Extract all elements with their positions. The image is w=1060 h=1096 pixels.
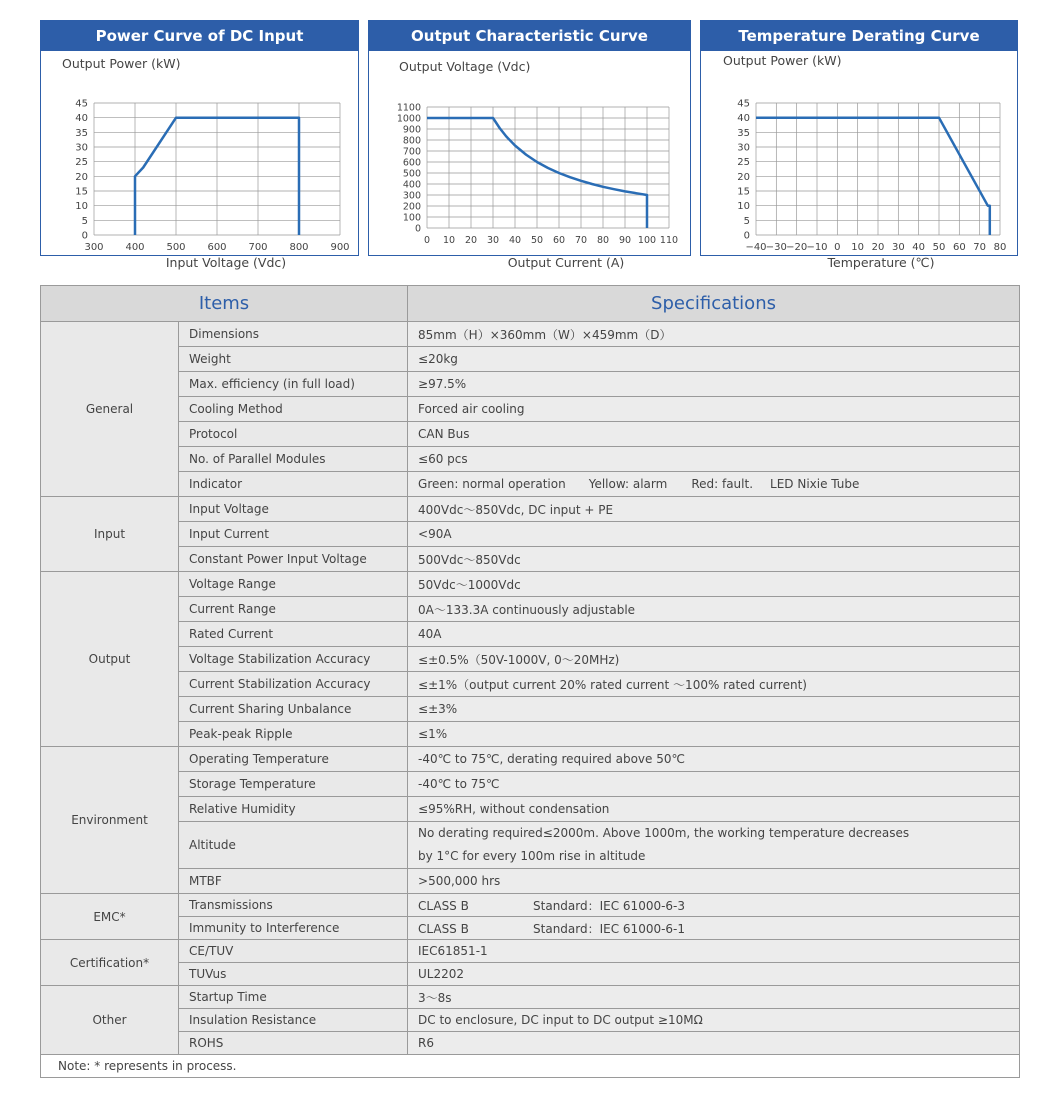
x-tick-label-0: −40	[745, 242, 767, 253]
spec-value: -40℃ to 75℃	[408, 772, 1020, 797]
item-label: Relative Humidity	[179, 797, 408, 822]
table-row	[41, 963, 1020, 986]
item-label: Storage Temperature	[179, 772, 408, 797]
group-input: Input	[41, 497, 179, 572]
x-tick-label-3: −10	[806, 242, 828, 253]
y-tick-label-0: 0	[414, 223, 421, 235]
table-row	[41, 372, 1020, 397]
item-label: Insulation Resistance	[179, 1009, 408, 1032]
table-row	[41, 822, 1020, 869]
table-row	[41, 722, 1020, 747]
x-tick-label-8: 40	[912, 242, 926, 253]
y-tick-label-4: 20	[737, 171, 750, 183]
item-label: Current Stabilization Accuracy	[179, 672, 408, 697]
y-tick-label-2: 200	[402, 201, 421, 213]
x-tick-label-6: 900	[330, 242, 350, 253]
x-tick-label-4: 40	[508, 235, 522, 246]
spec-value: 0A～133.3A continuously adjustable	[408, 597, 1020, 622]
y-tick-label-9: 900	[402, 124, 421, 136]
y-tick-label-4: 400	[402, 179, 421, 191]
x-tick-label-7: 70	[574, 235, 588, 246]
item-label: TUVus	[179, 963, 408, 986]
table-row	[41, 572, 1020, 597]
spec-value: ≤95%RH, without condensation	[408, 797, 1020, 822]
table-row	[41, 422, 1020, 447]
output-curve-title: Output Characteristic Curve	[369, 21, 690, 51]
item-label: Weight	[179, 347, 408, 372]
y-tick-label-3: 300	[402, 190, 421, 202]
item-label: Immunity to Interference	[179, 917, 408, 940]
x-tick-label-5: 10	[851, 242, 865, 253]
y-tick-label-9: 45	[75, 98, 88, 110]
group-general: General	[41, 322, 179, 497]
y-tick-label-2: 10	[75, 201, 88, 213]
y-tick-label-6: 30	[75, 142, 88, 154]
x-tick-label-1: 400	[125, 242, 145, 253]
y-tick-label-11: 1100	[396, 102, 421, 114]
temp-curve-title: Temperature Derating Curve	[701, 21, 1017, 51]
table-row	[41, 772, 1020, 797]
spec-value: UL2202	[408, 963, 1020, 986]
emc-class: CLASS B	[418, 921, 469, 936]
x-tick-label-5: 50	[530, 235, 544, 246]
y-axis-label: Output Voltage (Vdc)	[399, 59, 531, 74]
x-tick-label-11: 110	[659, 235, 679, 246]
table-note-row	[41, 1055, 1020, 1078]
table-row	[41, 647, 1020, 672]
item-label: Indicator	[179, 472, 408, 497]
y-tick-label-1: 5	[743, 215, 750, 227]
item-label: Constant Power Input Voltage	[179, 547, 408, 572]
group-output: Output	[41, 572, 179, 747]
spec-value: ≤1%	[408, 722, 1020, 747]
y-axis-label: Output Power (kW)	[723, 53, 842, 68]
table-row	[41, 697, 1020, 722]
table-row	[41, 917, 1020, 940]
x-tick-label-5: 800	[289, 242, 309, 253]
x-tick-label-4: 700	[248, 242, 268, 253]
x-tick-label-9: 90	[618, 235, 632, 246]
header-items: Items	[41, 286, 408, 322]
emc-standard: Standard：IEC 61000-6-1	[533, 921, 686, 936]
spec-value: ≤60 pcs	[408, 447, 1020, 472]
y-tick-label-10: 1000	[396, 113, 421, 125]
item-label: Protocol	[179, 422, 408, 447]
item-label: No. of Parallel Modules	[179, 447, 408, 472]
table-row	[41, 322, 1020, 347]
table-row	[41, 894, 1020, 917]
spec-value: R6	[408, 1032, 1020, 1055]
spec-value: >500,000 hrs	[408, 869, 1020, 894]
table-row	[41, 472, 1020, 497]
x-tick-label-12: 80	[993, 242, 1007, 253]
item-label: Cooling Method	[179, 397, 408, 422]
y-tick-label-5: 500	[402, 168, 421, 180]
y-tick-label-3: 15	[75, 186, 88, 198]
power-curve-chart	[41, 51, 358, 270]
altitude-line-1: No derating required≤2000m. Above 1000m, the working temperature decreases	[418, 826, 910, 840]
y-tick-label-7: 700	[402, 146, 421, 158]
y-tick-label-1: 5	[81, 215, 88, 227]
group-environment: Environment	[41, 747, 179, 894]
panel-power-curve	[40, 20, 359, 270]
y-tick-label-8: 800	[402, 135, 421, 147]
panel-output-curve	[368, 20, 691, 270]
spec-value: ≥97.5%	[408, 372, 1020, 397]
x-tick-label-11: 70	[973, 242, 987, 253]
table-row	[41, 940, 1020, 963]
spec-value: 40A	[408, 622, 1020, 647]
spec-value: DC to enclosure, DC input to DC output ≥10MΩ	[408, 1009, 1020, 1032]
y-tick-label-2: 10	[737, 201, 750, 213]
panel-temp-curve	[700, 20, 1018, 270]
table-row	[41, 622, 1020, 647]
y-axis-label: Output Power (kW)	[62, 56, 181, 71]
x-tick-label-10: 100	[637, 235, 657, 246]
temp-curve-chart	[701, 51, 1017, 270]
item-label: Current Sharing Unbalance	[179, 697, 408, 722]
x-tick-label-1: 10	[442, 235, 456, 246]
x-axis-label: Temperature (℃)	[827, 255, 935, 270]
item-label: Current Range	[179, 597, 408, 622]
table-row	[41, 672, 1020, 697]
x-tick-label-1: −30	[765, 242, 787, 253]
emc-class: CLASS B	[418, 898, 469, 913]
item-label: Dimensions	[179, 322, 408, 347]
item-label: CE/TUV	[179, 940, 408, 963]
x-axis-label: Output Current (A)	[507, 255, 625, 270]
item-label: Voltage Range	[179, 572, 408, 597]
x-tick-label-3: 30	[486, 235, 500, 246]
x-tick-label-3: 600	[207, 242, 227, 253]
x-tick-label-2: 20	[464, 235, 478, 246]
table-row	[41, 497, 1020, 522]
x-tick-label-0: 0	[423, 235, 431, 246]
x-tick-label-0: 300	[84, 242, 104, 253]
spec-value: ≤20kg	[408, 347, 1020, 372]
spec-value: 400Vdc～850Vdc, DC input + PE	[408, 497, 1020, 522]
item-label: Altitude	[179, 822, 408, 869]
x-tick-label-10: 60	[952, 242, 966, 253]
x-axis-label: Input Voltage (Vdc)	[165, 255, 287, 270]
table-row	[41, 397, 1020, 422]
item-label: MTBF	[179, 869, 408, 894]
group-certification: Certification*	[41, 940, 179, 986]
table-row	[41, 597, 1020, 622]
group-other: Other	[41, 986, 179, 1055]
group-emc: EMC*	[41, 894, 179, 940]
header-specifications: Specifications	[408, 286, 1020, 322]
table-row	[41, 547, 1020, 572]
spec-value: ≤±1%（output current 20% rated current ～100% rated current)	[408, 672, 1020, 697]
y-tick-label-1: 100	[402, 212, 421, 224]
x-tick-label-6: 20	[871, 242, 885, 253]
spec-value: ≤±3%	[408, 697, 1020, 722]
indicator-red: Red: fault.	[691, 477, 754, 491]
spec-value: CAN Bus	[408, 422, 1020, 447]
spec-value: 3～8s	[408, 986, 1020, 1009]
x-tick-label-9: 50	[932, 242, 946, 253]
table-row	[41, 1032, 1020, 1055]
table-row	[41, 986, 1020, 1009]
table-row	[41, 1009, 1020, 1032]
spec-value	[408, 822, 1020, 869]
y-tick-label-7: 35	[75, 127, 88, 139]
spec-value	[408, 472, 1020, 497]
output-curve-chart	[369, 51, 690, 270]
y-tick-label-7: 35	[737, 127, 750, 139]
spec-value: -40℃ to 75℃, derating required above 50℃	[408, 747, 1020, 772]
y-tick-label-4: 20	[75, 171, 88, 183]
item-label: Input Current	[179, 522, 408, 547]
x-tick-label-4: 0	[834, 242, 841, 253]
item-label: Transmissions	[179, 894, 408, 917]
x-tick-label-2: −20	[786, 242, 808, 253]
spec-table	[40, 285, 1020, 1078]
y-tick-label-0: 0	[81, 230, 88, 242]
x-tick-label-7: 30	[891, 242, 905, 253]
item-label: Input Voltage	[179, 497, 408, 522]
y-tick-label-8: 40	[75, 113, 88, 125]
item-label: ROHS	[179, 1032, 408, 1055]
table-row	[41, 747, 1020, 772]
spec-value: 500Vdc～850Vdc	[408, 547, 1020, 572]
altitude-line-2: by 1°C for every 100m rise in altitude	[418, 849, 646, 863]
y-tick-label-8: 40	[737, 113, 750, 125]
emc-standard: Standard：IEC 61000-6-3	[533, 898, 686, 913]
item-label: Startup Time	[179, 986, 408, 1009]
item-label: Rated Current	[179, 622, 408, 647]
spec-value: IEC61851-1	[408, 940, 1020, 963]
table-header	[41, 286, 1020, 322]
x-tick-label-8: 80	[596, 235, 610, 246]
y-tick-label-0: 0	[743, 230, 750, 242]
y-tick-label-5: 25	[737, 157, 750, 169]
item-label: Voltage Stabilization Accuracy	[179, 647, 408, 672]
indicator-led: LED Nixie Tube	[770, 477, 860, 491]
power-curve-title: Power Curve of DC Input	[41, 21, 358, 51]
table-row	[41, 347, 1020, 372]
table-row	[41, 522, 1020, 547]
table-row	[41, 797, 1020, 822]
indicator-yellow: Yellow: alarm	[588, 477, 668, 491]
spec-value: <90A	[408, 522, 1020, 547]
item-label: Peak-peak Ripple	[179, 722, 408, 747]
spec-value: 85mm（H）×360mm（W）×459mm（D）	[408, 322, 1020, 347]
y-tick-label-5: 25	[75, 157, 88, 169]
y-tick-label-3: 15	[737, 186, 750, 198]
indicator-green: Green: normal operation	[418, 477, 566, 491]
table-row	[41, 869, 1020, 894]
spec-value	[408, 894, 1020, 917]
item-label: Operating Temperature	[179, 747, 408, 772]
x-tick-label-6: 60	[552, 235, 566, 246]
spec-value: 50Vdc～1000Vdc	[408, 572, 1020, 597]
spec-value: Forced air cooling	[408, 397, 1020, 422]
x-tick-label-2: 500	[166, 242, 186, 253]
y-tick-label-6: 600	[402, 157, 421, 169]
spec-value: ≤±0.5%（50V-1000V, 0～20MHz)	[408, 647, 1020, 672]
y-tick-label-9: 45	[737, 98, 750, 110]
table-row	[41, 447, 1020, 472]
spec-value	[408, 917, 1020, 940]
y-tick-label-6: 30	[737, 142, 750, 154]
table-note: Note: * represents in process.	[41, 1055, 1020, 1078]
item-label: Max. efficiency (in full load)	[179, 372, 408, 397]
